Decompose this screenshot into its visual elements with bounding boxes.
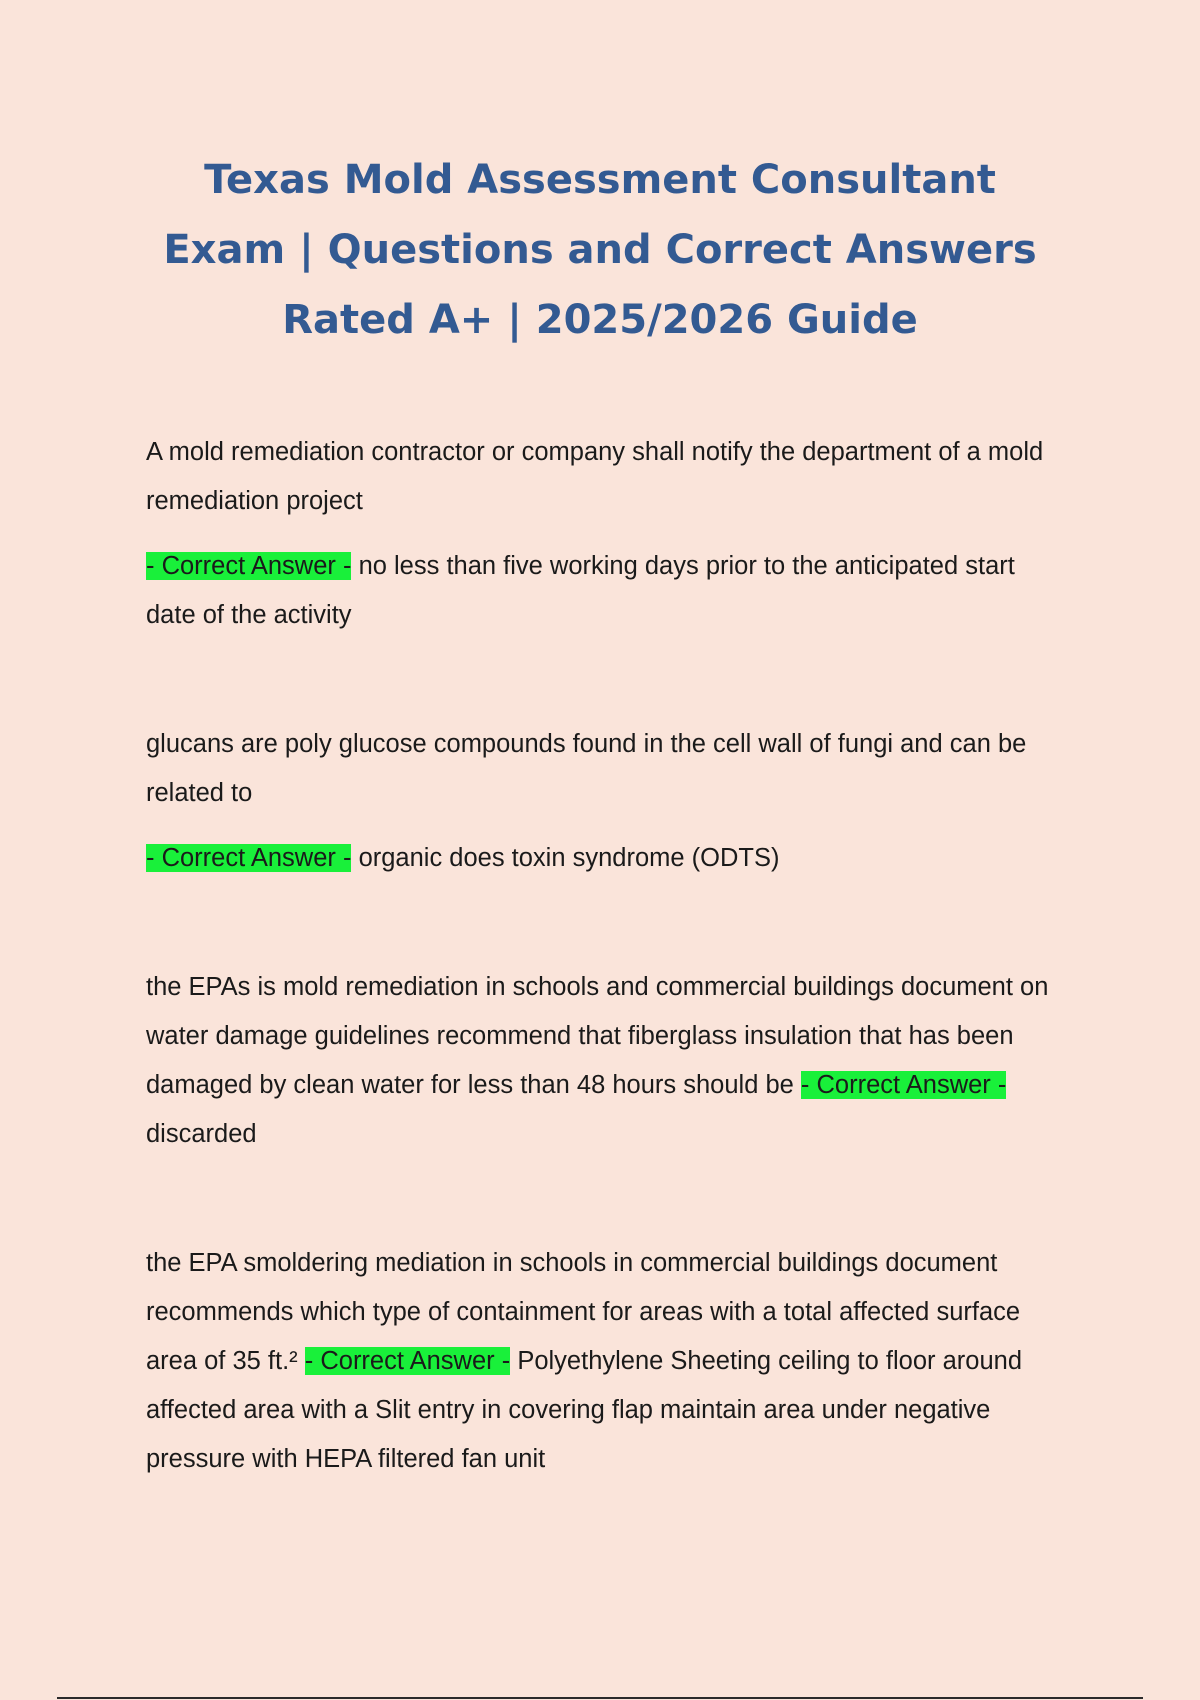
qa-item xyxy=(146,963,1066,1159)
answer-line xyxy=(146,542,1066,640)
answer-line xyxy=(146,834,1066,883)
question-text: glucans are poly glucose compounds found in the cell wall of fungi and can be related to xyxy=(146,730,1027,807)
qa-list xyxy=(146,428,1066,1484)
footer-divider xyxy=(57,1697,1143,1699)
answer-text: Polyethylene Sheeting ceiling to floor around affected area with a Slit entry in covering flap maintain area under negative pressure with HEPA filtered fan unit xyxy=(146,1347,1022,1473)
correct-answer-highlight: - Correct Answer - xyxy=(304,1347,511,1375)
question-text: the EPAs is mold remediation in schools and commercial buildings document on water damage guidelines recommend that fiberglass insulation that has been damaged by clean water for less than 48 hours should be xyxy=(146,973,1049,1099)
document-title: Texas Mold Assessment Consultant Exam | Questions and Correct Answers Rated A+ | 2025/2026 Guide xyxy=(163,157,1037,343)
qa-item xyxy=(146,428,1066,640)
answer-text: no less than five working days prior to the anticipated start date of the activity xyxy=(146,552,1015,629)
answer-text: discarded xyxy=(146,1120,257,1148)
correct-answer-highlight: - Correct Answer - xyxy=(146,844,352,872)
correct-answer-highlight: - Correct Answer - xyxy=(146,552,352,580)
qa-paragraph xyxy=(146,963,1066,1159)
question-text: the EPA smoldering mediation in schools in commercial buildings document recommends which type of containment for areas with a total affected surface area of 35 ft.² xyxy=(146,1249,1021,1375)
qa-item xyxy=(146,1239,1066,1484)
question-text: A mold remediation contractor or company shall notify the department of a mold remediation project xyxy=(146,438,1044,515)
qa-paragraph xyxy=(146,1239,1066,1484)
correct-answer-highlight: - Correct Answer - xyxy=(800,1071,1007,1099)
spacer xyxy=(146,1159,1066,1239)
spacer xyxy=(146,883,1066,963)
answer-text: organic does toxin syndrome (ODTS) xyxy=(358,844,780,872)
qa-item xyxy=(146,720,1066,883)
spacer xyxy=(146,640,1066,720)
